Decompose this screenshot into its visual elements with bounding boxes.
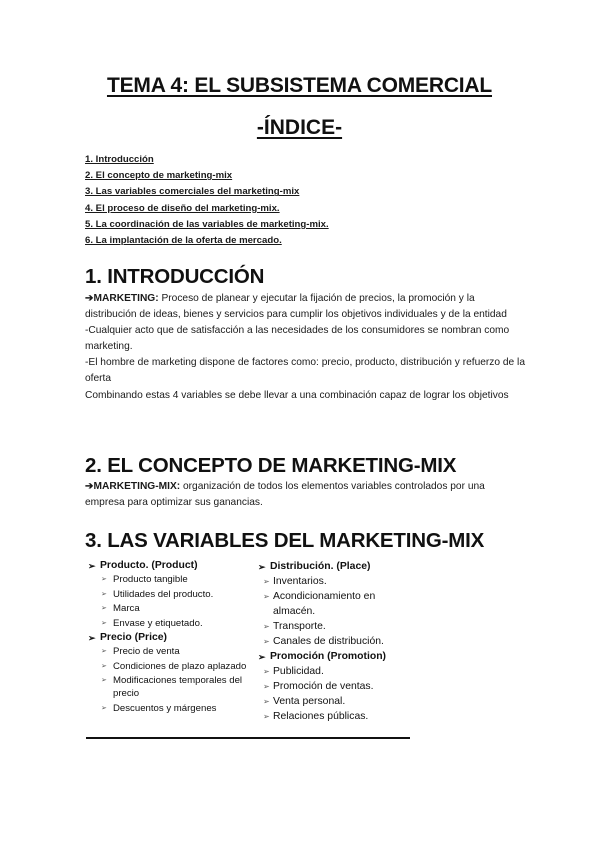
list-item-label: Transporte. bbox=[273, 621, 326, 632]
marketing-mix-figure bbox=[86, 559, 410, 739]
list-item bbox=[86, 588, 256, 601]
bullet-arrow-icon: ➢ bbox=[101, 619, 107, 627]
bullet-arrow-icon: ➢ bbox=[88, 633, 96, 643]
bullet-arrow-icon: ➢ bbox=[101, 704, 107, 712]
list-item-label: Acondicionamiento en almacén. bbox=[273, 591, 376, 617]
list-item bbox=[86, 617, 256, 630]
term-marketing-mix: MARKETING-MIX: bbox=[93, 481, 181, 492]
table-of-contents bbox=[85, 152, 329, 249]
list-item bbox=[256, 664, 416, 679]
paragraph-line: -El hombre de marketing dispone de factores como: precio, producto, distribución y refuerzo de la oferta bbox=[85, 357, 525, 385]
definition-marketing-mix bbox=[85, 479, 525, 511]
list-item-label: Condiciones de plazo aplazado bbox=[113, 660, 247, 672]
mix-column-right bbox=[256, 559, 416, 724]
toc-item[interactable]: 5. La coordinación de las variables de marketing-mix. bbox=[85, 218, 329, 230]
figure-bottom-rule bbox=[86, 737, 410, 739]
list-item-label: Descuentos y márgenes bbox=[113, 702, 217, 714]
list-item bbox=[256, 709, 416, 724]
list-item-label: Relaciones públicas. bbox=[273, 711, 369, 722]
list-item-label: Promoción de ventas. bbox=[273, 681, 374, 692]
bullet-arrow-icon: ➢ bbox=[258, 652, 266, 662]
bullet-arrow-icon: ➢ bbox=[101, 648, 107, 655]
definition-text: organización de todos los elementos variables controlados por una empresa para optimizar sus ganancias. bbox=[85, 481, 485, 509]
mix-column-left bbox=[86, 559, 256, 716]
list-item bbox=[86, 702, 256, 715]
list-item bbox=[86, 660, 256, 673]
list-item-label: Envase y etiquetado. bbox=[113, 617, 203, 629]
bullet-arrow-icon: ➢ bbox=[263, 712, 270, 721]
list-item bbox=[256, 619, 416, 634]
category-label: Promoción (Promotion) bbox=[270, 651, 387, 662]
bullet-arrow-icon: ➢ bbox=[263, 667, 270, 676]
list-item-label: Producto tangible bbox=[113, 574, 188, 585]
paragraph-line: -Cualquier acto que de satisfacción a las necesidades de los consumidores se nombran como marketing. bbox=[85, 325, 510, 353]
category-producto bbox=[86, 559, 256, 573]
category-label: Producto. (Product) bbox=[100, 560, 198, 571]
toc-item[interactable]: 2. El concepto de marketing-mix bbox=[85, 170, 233, 182]
list-item bbox=[86, 674, 256, 700]
list-item bbox=[256, 694, 416, 709]
list-item bbox=[256, 589, 416, 619]
category-precio bbox=[86, 631, 256, 645]
category-promocion bbox=[256, 650, 416, 664]
section-heading-variables: 3. LAS VARIABLES DEL MARKETING-MIX bbox=[85, 529, 485, 552]
index-heading: -ÍNDICE- bbox=[256, 116, 343, 139]
document-title: TEMA 4: EL SUBSISTEMA COMERCIAL bbox=[106, 74, 493, 97]
section-body-concepto bbox=[85, 479, 525, 511]
list-item bbox=[86, 573, 256, 586]
bullet-arrow-icon: ➢ bbox=[263, 592, 270, 601]
bullet-arrow-icon: ➢ bbox=[263, 622, 270, 631]
list-item bbox=[256, 574, 416, 589]
bullet-arrow-icon: ➢ bbox=[88, 561, 96, 571]
list-item-label: Precio de venta bbox=[113, 646, 180, 657]
toc-item[interactable]: 1. Introducción bbox=[85, 154, 154, 165]
bullet-arrow-icon: ➢ bbox=[258, 562, 266, 572]
definition-text: Proceso de planear y ejecutar la fijación de precios, la promoción y la distribución de ideas, bienes y servicios para cumplir los objetivos individuales y de la entidad bbox=[85, 293, 507, 321]
bullet-arrow-icon: ➢ bbox=[263, 637, 270, 646]
list-item-label: Modificaciones temporales del precio bbox=[113, 675, 243, 699]
arrow-icon: ➔ bbox=[85, 481, 94, 492]
definition-marketing bbox=[85, 291, 525, 323]
arrow-icon: ➔ bbox=[85, 293, 94, 304]
list-item bbox=[256, 634, 416, 649]
category-distribucion bbox=[256, 560, 416, 574]
bullet-arrow-icon: ➢ bbox=[263, 682, 270, 691]
section-body-introduccion bbox=[85, 291, 525, 404]
term-marketing: MARKETING: bbox=[93, 293, 159, 304]
list-item-label: Inventarios. bbox=[273, 576, 327, 587]
list-item-label: Canales de distribución. bbox=[273, 636, 384, 647]
list-item bbox=[86, 645, 256, 658]
list-item bbox=[86, 602, 256, 615]
list-item-label: Marca bbox=[113, 603, 140, 614]
bullet-arrow-icon: ➢ bbox=[263, 577, 270, 586]
section-heading-concepto: 2. EL CONCEPTO DE MARKETING-MIX bbox=[85, 454, 457, 477]
bullet-arrow-icon: ➢ bbox=[101, 576, 107, 583]
bullet-arrow-icon: ➢ bbox=[101, 605, 107, 612]
toc-item[interactable]: 4. El proceso de diseño del marketing-mix. bbox=[85, 202, 280, 214]
section-heading-introduccion: 1. INTRODUCCIÓN bbox=[85, 265, 265, 288]
bullet-arrow-icon: ➢ bbox=[101, 590, 107, 598]
bullet-arrow-icon: ➢ bbox=[101, 677, 107, 684]
category-label: Distribución. (Place) bbox=[270, 561, 371, 572]
bullet-arrow-icon: ➢ bbox=[263, 697, 270, 706]
list-item-label: Utilidades del producto. bbox=[113, 588, 214, 600]
toc-item[interactable]: 6. La implantación de la oferta de mercado. bbox=[85, 235, 282, 247]
list-item bbox=[256, 679, 416, 694]
list-item-label: Venta personal. bbox=[273, 696, 346, 707]
paragraph-line: Combinando estas 4 variables se debe llevar a una combinación capaz de lograr los objetivos bbox=[85, 389, 509, 401]
toc-item[interactable]: 3. Las variables comerciales del marketing-mix bbox=[85, 186, 300, 198]
bullet-arrow-icon: ➢ bbox=[101, 662, 107, 670]
category-label: Precio (Price) bbox=[100, 632, 167, 643]
list-item-label: Publicidad. bbox=[273, 666, 324, 677]
